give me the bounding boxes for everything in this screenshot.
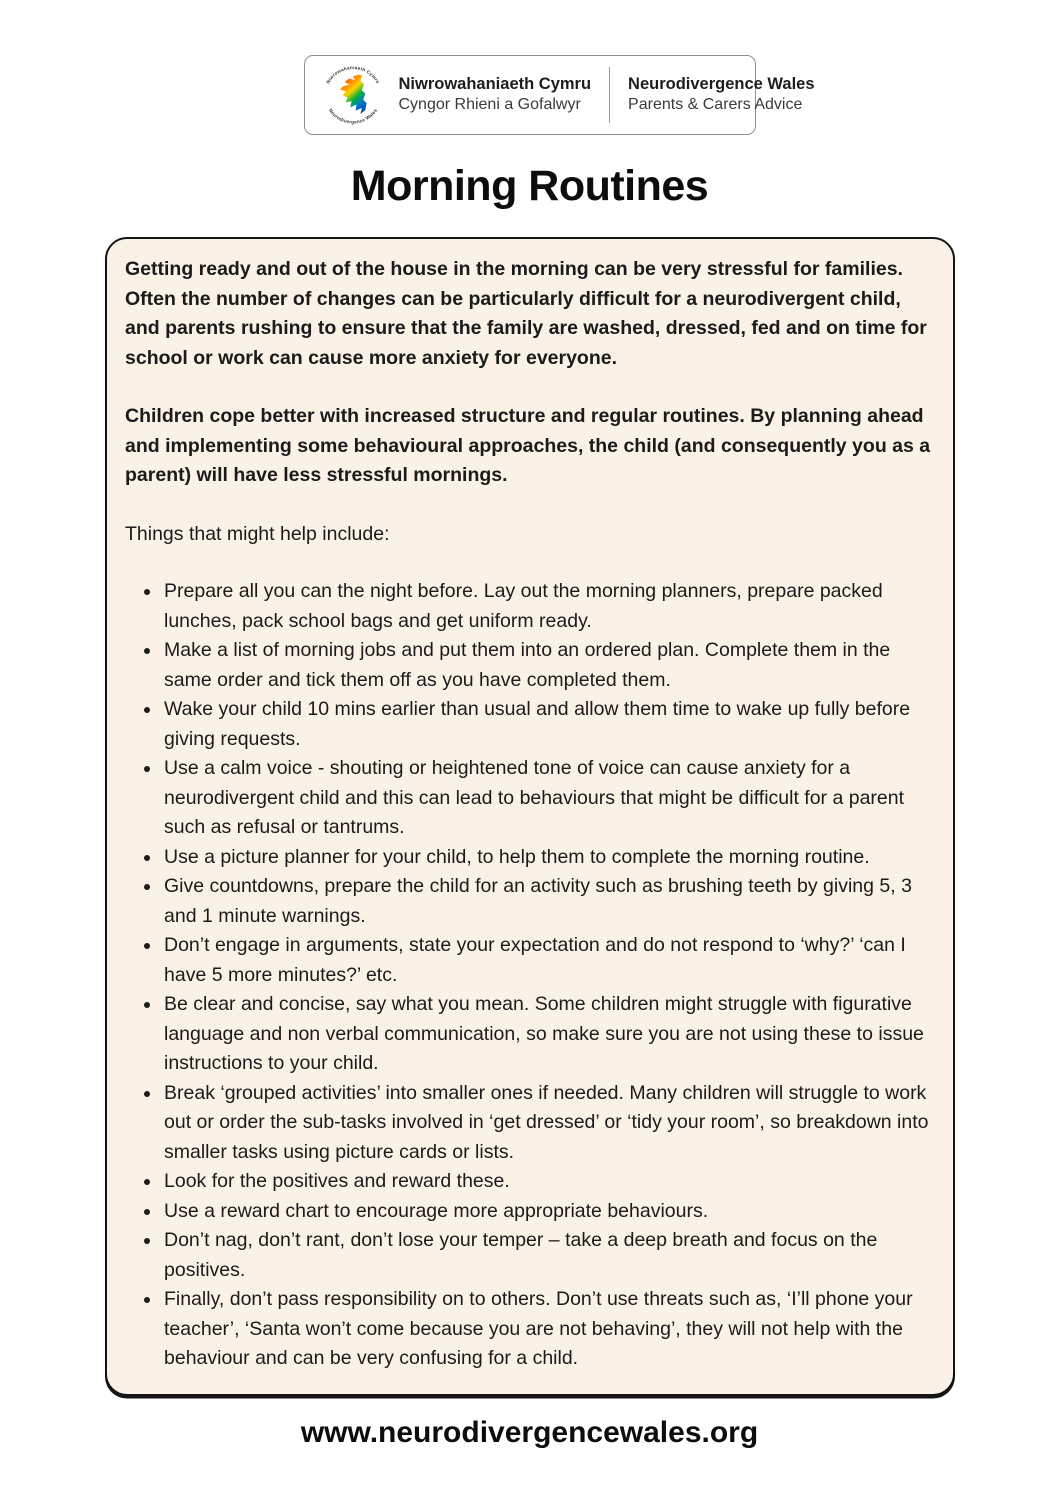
bullet-item: • Use a calm voice - shouting or heightened tone of voice can cause anxiety for a neurodivergent child and this can lead to behaviours that might be difficult for a parent such as refusal or tantrums. (162, 754, 933, 843)
bullet-item: • Look for the positives and reward these. (162, 1167, 933, 1197)
bullet-item: • Don’t engage in arguments, state your expectation and do not respond to ‘why?’ ‘can I have 5 more minutes?’ etc. (162, 931, 933, 990)
bullet-item: • Break ‘grouped activities’ into smaller ones if needed. Many children will struggle to work out or order the sub-tasks involved in ‘get dressed’ or ‘tidy your room’, so breakdown into smaller tasks using picture cards or lists. (162, 1079, 933, 1168)
org-logo-box (304, 55, 815, 135)
bullet-item: • Prepare all you can the night before. Lay out the morning planners, prepare packed lunches, pack school bags and get uniform ready. (162, 577, 933, 636)
org-name-english-title: Neurodivergence Wales (628, 74, 815, 93)
bullet-item: • Be clear and concise, say what you mean. Some children might struggle with figurative language and non verbal communication, so make sure you are not using these to issue instructions to your child. (162, 990, 933, 1079)
list-intro: Things that might help include: (125, 522, 390, 545)
org-name-welsh (399, 74, 592, 116)
intro-paragraph-1: Getting ready and out of the house in the morning can be very stressful for families. Often the number of changes can be particularly difficult for a neurodivergent child, and parents rushing to ensure that the family are washed, dressed, fed and on time for school or work can cause more anxiety for everyone. (125, 258, 927, 369)
logo-divider (609, 67, 610, 123)
bullet-item: • Make a list of morning jobs and put them into an ordered plan. Complete them in the same order and tick them off as you have completed them. (162, 636, 933, 695)
bullet-item: • Use a picture planner for your child, to help them to complete the morning routine. (162, 843, 933, 873)
intro-paragraph-2: Children cope better with increased structure and regular routines. By planning ahead and implementing some behavioural approaches, the child (and consequently you as a parent) will have less stressful mornings. (125, 405, 931, 486)
org-name-english-subtitle: Parents & Carers Advice (628, 96, 803, 114)
website-url: www.neurodivergencewales.org (300, 1416, 759, 1449)
svg-text:Neurodivergence Wales (327, 108, 377, 125)
bullet-item: • Don’t nag, don’t rant, don’t lose your temper – take a deep breath and focus on the positives. (162, 1226, 933, 1285)
org-name-english (628, 74, 814, 116)
wales-map-shape (340, 75, 367, 114)
bullet-item: • Give countdowns, prepare the child for an activity such as brushing teeth by giving 5, 3 and 1 minute warnings. (162, 872, 933, 931)
logo-arc-text-top: Niwrowahaniaeth Cymru (324, 65, 381, 85)
bullet-item: • Wake your child 10 mins earlier than usual and allow them time to wake up fully before giving requests. (162, 695, 933, 754)
org-name-welsh-title: Niwrowahaniaeth Cymru (398, 74, 592, 93)
advice-content-box (105, 237, 955, 1396)
wales-map-rainbow-icon (319, 61, 387, 129)
logo-arc-text-bottom: Neurodivergence Wales (327, 107, 378, 125)
tips-bullet-list (125, 577, 933, 1374)
org-name-welsh-subtitle: Cyngor Rhieni a Gofalwyr (398, 96, 581, 114)
bullet-item: • Finally, don’t pass responsibility on to others. Don’t use threats such as, ‘I’ll phone your teacher’, ‘Santa won’t come because you are not behaving’, they will not help with the behaviour and can be very confusing for a child. (162, 1285, 933, 1374)
bullet-item: • Use a reward chart to encourage more appropriate behaviours. (162, 1197, 933, 1227)
page-title: Morning Routines (350, 162, 709, 210)
